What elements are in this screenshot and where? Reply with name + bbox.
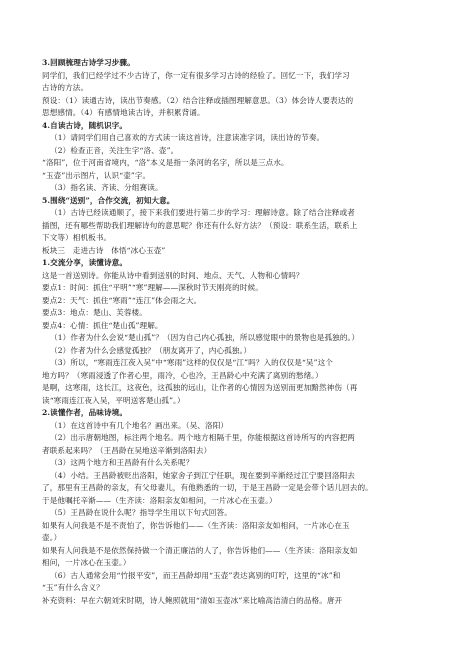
document-page	[42, 57, 434, 607]
text-line: 预设：（1）读通古诗，读出节奏感。（2）结合注释或插图理解意思。（3）体会诗人要表达的	[42, 95, 354, 105]
text-line: 壶。）	[42, 533, 62, 542]
text-line: 下文等）相机板书。	[42, 233, 112, 242]
text-line: 5.围绕“送别”，合作交流，初知大意。	[42, 195, 175, 205]
text-line: （3）这两个地方和王昌龄有什么关系呢？	[50, 458, 194, 467]
text-line: 1.交流分享，读懂诗意。	[42, 258, 128, 267]
text-line: （6）古人通常会用“竹报平安”，而王昌龄却用“玉壶”表达离别的叮咛，这里的“冰”和	[50, 570, 341, 580]
text-line: 者联系起来吗？（王昌龄在吴地送辛渐到洛阳去）	[42, 445, 212, 455]
text-line: 是啊，这寒雨，这长江，这夜色，这孤独的远山，让作者的心情因为送别而更加黯然神伤（再	[42, 383, 358, 392]
text-line: 于是他嘱托辛渐——（生齐读：洛阳亲友如相问，一片冰心在玉壶。）	[42, 495, 277, 505]
text-line: （2）检查正音，关注生字“洛、壶”。	[50, 145, 179, 155]
text-line: “洛阳”，位于河南省境内，“洛”本义是指一条河的名字，所以是三点水。	[42, 158, 289, 167]
text-line: 3.回顾梳理古诗学习步骤。	[42, 58, 135, 67]
text-line: 如果有人问我是不是依然保持做一个清正廉洁的人了，你告诉他们——（生齐读：洛阳亲友如	[42, 545, 358, 555]
text-line: 板块三 走进古诗 体悟“冰心玉壶”	[42, 245, 166, 255]
text-line: 补充资料：早在六朝刘宋时期，诗人鲍照就用“清如玉壶冰”来比喻高洁清白的品格。唐开	[42, 595, 343, 605]
text-line: 要点4：心情：抓住“楚山孤”理解。	[42, 320, 163, 330]
text-line: 古诗的方法。	[42, 83, 89, 92]
text-line: 读“寒雨连江夜入吴，平明送客楚山孤”。）	[42, 395, 185, 405]
text-line: （1）作者为什么会说“楚山孤”？（因为自己内心孤独，所以感觉眼中的景物也是孤独的。）	[50, 333, 360, 342]
text-line: 如果有人问我是不是不责怕了，你告诉他们——（生齐读：洛阳亲友如相问，一片冰心在玉	[42, 520, 350, 530]
text-line: （1）请同学们用自己喜欢的方式读一读这首诗，注意读准字词，读出诗的节奏。	[50, 133, 325, 142]
text-line: “玉壶”出示图片，认识“壶”字。	[42, 170, 151, 180]
text-line: 这是一首送别诗。你能从诗中看到送别的时间、地点、天气、人物和心情吗？	[42, 270, 304, 280]
text-line: 要点3：地点：楚山、芙蓉楼。	[42, 308, 147, 317]
text-line: 2.读懂作者，品味诗境。	[42, 408, 128, 417]
text-line: （1）在这首诗中有几个地名？画出来。（吴、洛阳）	[50, 420, 229, 430]
text-line: 思想感情。（4）有感情地读古诗，并积累背诵。	[42, 108, 205, 117]
text-line: 了，那里有王昌龄的亲友，有父母妻儿，有他熟悉的一切，于是王昌龄一定是会带个话儿回去的。	[42, 483, 373, 492]
text-line: 要点1：时间：抓住“平明”“寒”理解——深秋时节天刚亮的时候。	[42, 283, 263, 292]
text-line: （4）小结。王昌龄被贬出洛阳，她家舍子到江宁任职，现在要到辛渐经过江宁要回洛阳去	[50, 470, 355, 480]
text-line: （3）所以，“寒雨连江夜入吴”中“寒雨”这样的仅仅是“江”吗？入的仅仅是“吴”这个	[50, 358, 333, 367]
text-line: “玉”有什么含义？	[42, 583, 104, 592]
text-line: （3）指名读、齐读、分组赛读。	[50, 183, 163, 192]
text-line: 地方吗？（寒雨浸透了作者心里，雨冷，心也冷，王昌龄心中充满了离别的愁绪。）	[42, 370, 323, 380]
text-line: 4.自读古诗，随机识字。	[42, 120, 128, 130]
text-line: （2）作者为什么会感觉孤独？（朋友离开了，内心孤独。）	[50, 345, 252, 355]
text-line: 同学们，我们已经学过不少古诗了，你一定有很多学习古诗的经验了。回忆一下，我们学习	[42, 70, 350, 80]
text-line: （2）出示唐朝地图，标注两个地名。两个地方相隔千里，你能根据这首诗所写的内容把两	[50, 433, 355, 442]
text-line: （5）王昌龄在说什么呢？指导学生用以下句式回答。	[50, 508, 232, 517]
text-line: 相问，一片冰心在玉壶。）	[42, 558, 131, 567]
text-line: 插图，还有哪些帮助我们理解诗句的意思呢？你还有什么好方法？（预设：联系生活，联系上	[42, 220, 358, 230]
text-line: 要点2：天气：抓住“寒雨”“连江”体会雨之大。	[42, 295, 202, 305]
text-line: （1）古诗已经读通顺了，接下来我们要进行第二步的学习：理解诗意。除了结合注释或者	[50, 208, 355, 217]
